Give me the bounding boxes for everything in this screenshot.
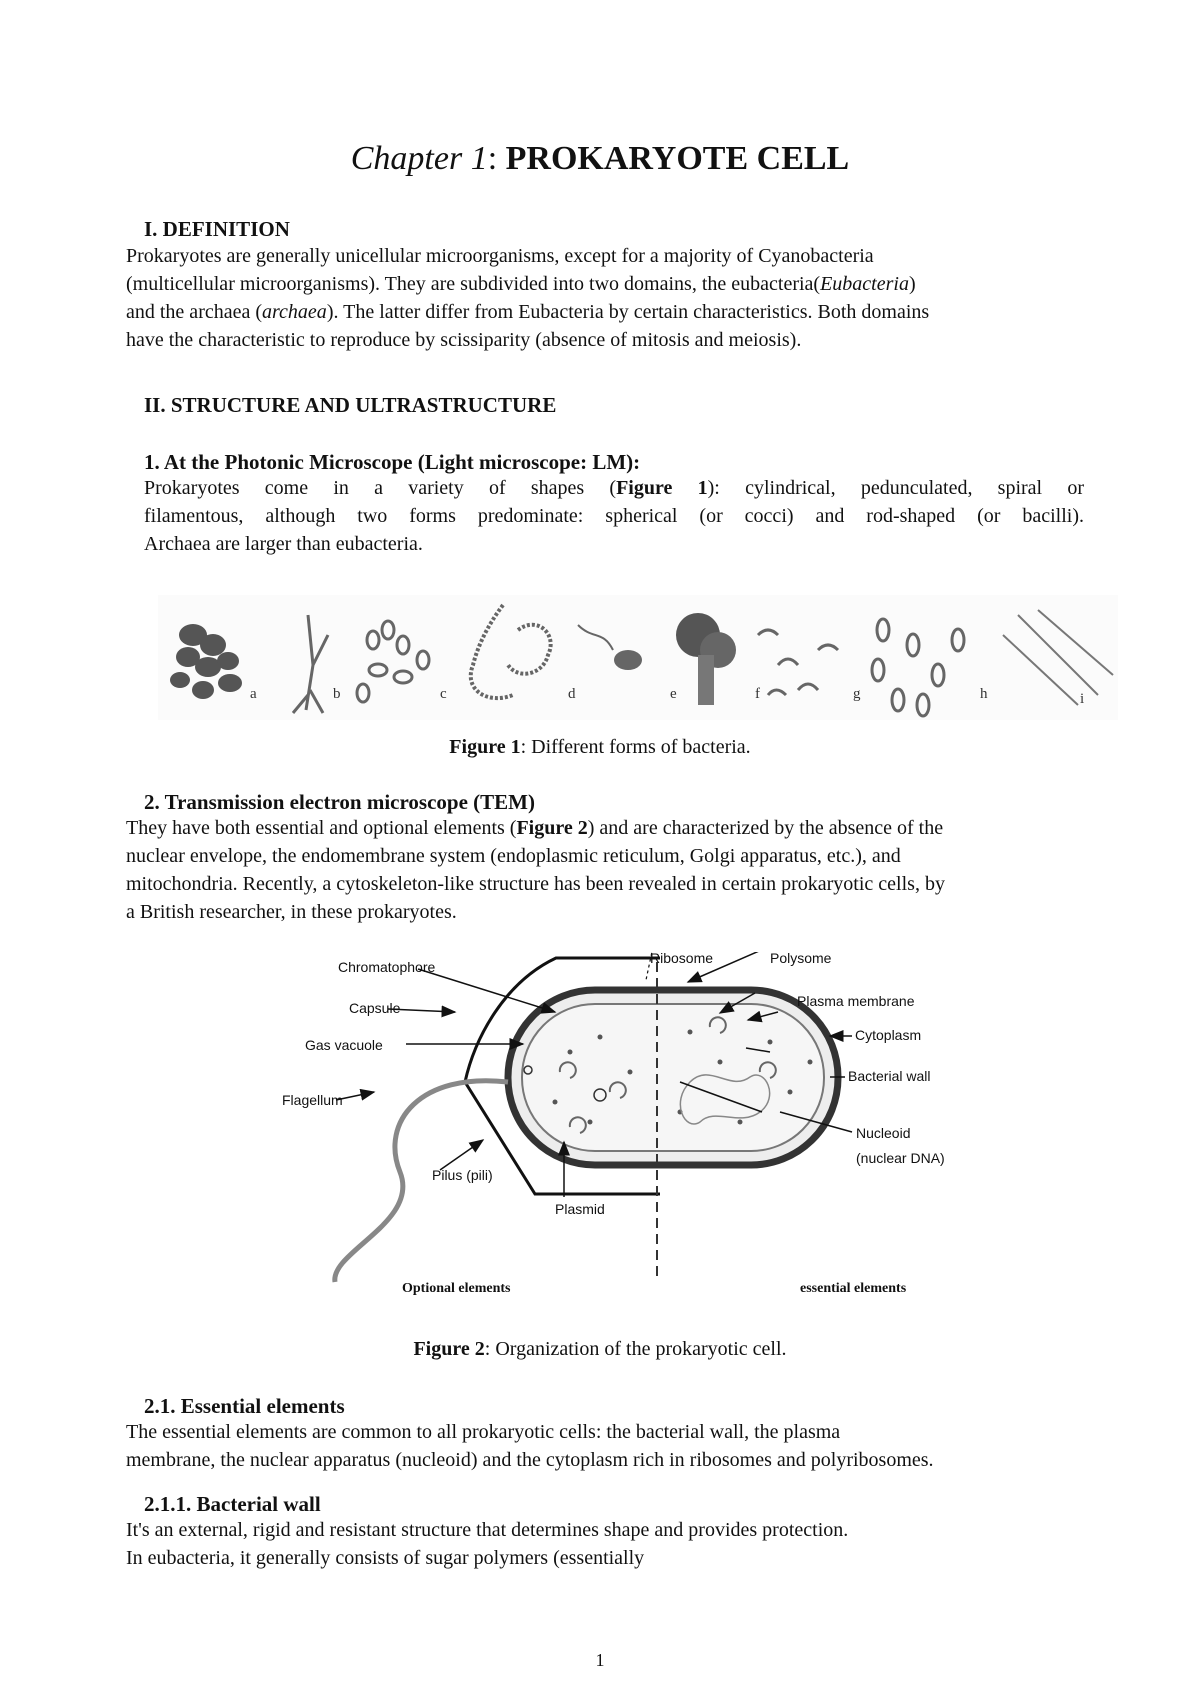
definition-paragraph: Prokaryotes are generally unicellular microorganisms, except for a majority of Cyanobacteria (multicellular microorganisms). They are subdivided into two domains, the eubacteria(Eubacteria) and the archaea (archaea). The latter differ from Eubacteria by certain characteristics. Both domains have the characteristic to reproduce by scissiparity (absence of mitosis and meiosis). [126,245,930,351]
label-flagellum: Flagellum [282,1092,343,1108]
figure-1-letter-f: f [755,686,760,702]
label-plasma-membrane: Plasma membrane [797,993,915,1009]
figure-1-caption: Figure 1: Different forms of bacteria. [449,736,751,758]
essential-paragraph: The essential elements are common to all prokaryotic cells: the bacterial wall, the plasma membrane, the nuclear apparatus (nucleoid) and the cytoplasm rich in ribosomes and polyribosomes. [126,1421,934,1471]
label-gas-vacuole: Gas vacuole [305,1037,383,1053]
subsection-heading-bacterial-wall: 2.1.1. Bacterial wall [144,1492,321,1516]
label-plasmid: Plasmid [555,1201,605,1217]
subsection-heading-light-microscope: 1. At the Photonic Microscope (Light microscope: LM): [144,450,641,474]
figure-1-letter-e: e [670,686,677,702]
bacterial-wall-paragraph: It's an external, rigid and resistant structure that determines shape and provides protection. In eubacteria, it generally consists of sugar polymers (essentially [126,1519,849,1569]
label-nucleoid-dna: (nuclear DNA) [856,1150,945,1166]
page-number: 1 [595,1650,605,1670]
figure-1-letter-g: g [853,686,861,702]
figure-1-letter-i: i [1080,691,1085,707]
label-polysome: Polysome [770,952,832,966]
chapter-title: Chapter 1: PROKARYOTE CELL [350,140,850,177]
section-heading-structure: II. STRUCTURE AND ULTRASTRUCTURE [144,393,557,417]
figure-1-letter-d: d [568,686,576,702]
label-capsule: Capsule [349,1000,401,1016]
figure-1-letter-b: b [333,686,341,702]
label-essential-elements: essential elements [800,1281,907,1296]
figure-2-caption: Figure 2: Organization of the prokaryotic cell. [413,1338,787,1360]
figure-1-letter-c: c [440,686,447,702]
figure-1-letter-a: a [250,686,257,702]
label-ribosome: Ribosome [650,952,714,966]
tem-paragraph: They have both essential and optional elements (Figure 2) and are characterized by the absence of the nuclear envelope, the endomembrane system (endoplasmic reticulum, Golgi apparatus, etc.), and mitochondria. Recently, a cytoskeleton-like structure has been revealed in certain prokaryotic cells, by a British researcher, in these prokaryotes. [126,817,945,923]
figure-1-bacteria-shapes [158,595,1118,720]
figure-1-letter-h: h [980,686,988,702]
subsection-heading-essential: 2.1. Essential elements [144,1394,345,1418]
label-bacterial-wall: Bacterial wall [848,1068,931,1084]
label-nucleoid: Nucleoid [856,1125,911,1141]
subsection-heading-tem: 2. Transmission electron microscope (TEM) [144,790,535,814]
plasma-membrane [522,1004,824,1151]
label-chromatophore: Chromatophore [338,959,436,975]
light-microscope-paragraph: Prokaryotes come in a variety of shapes (Figure 1): cylindrical, pedunculated, spiral or filamentous, although two forms predominate: spherical (or cocci) and rod-shaped (or bacilli). Archaea are larger than eubacteria. [144,477,1085,555]
label-optional-elements: Optional elements [402,1281,511,1296]
section-heading-definition: I. DEFINITION [144,217,290,241]
label-pilus: Pilus (pili) [432,1167,493,1183]
figure-2-prokaryotic-cell [270,952,970,1307]
label-cytoplasm: Cytoplasm [855,1027,922,1043]
